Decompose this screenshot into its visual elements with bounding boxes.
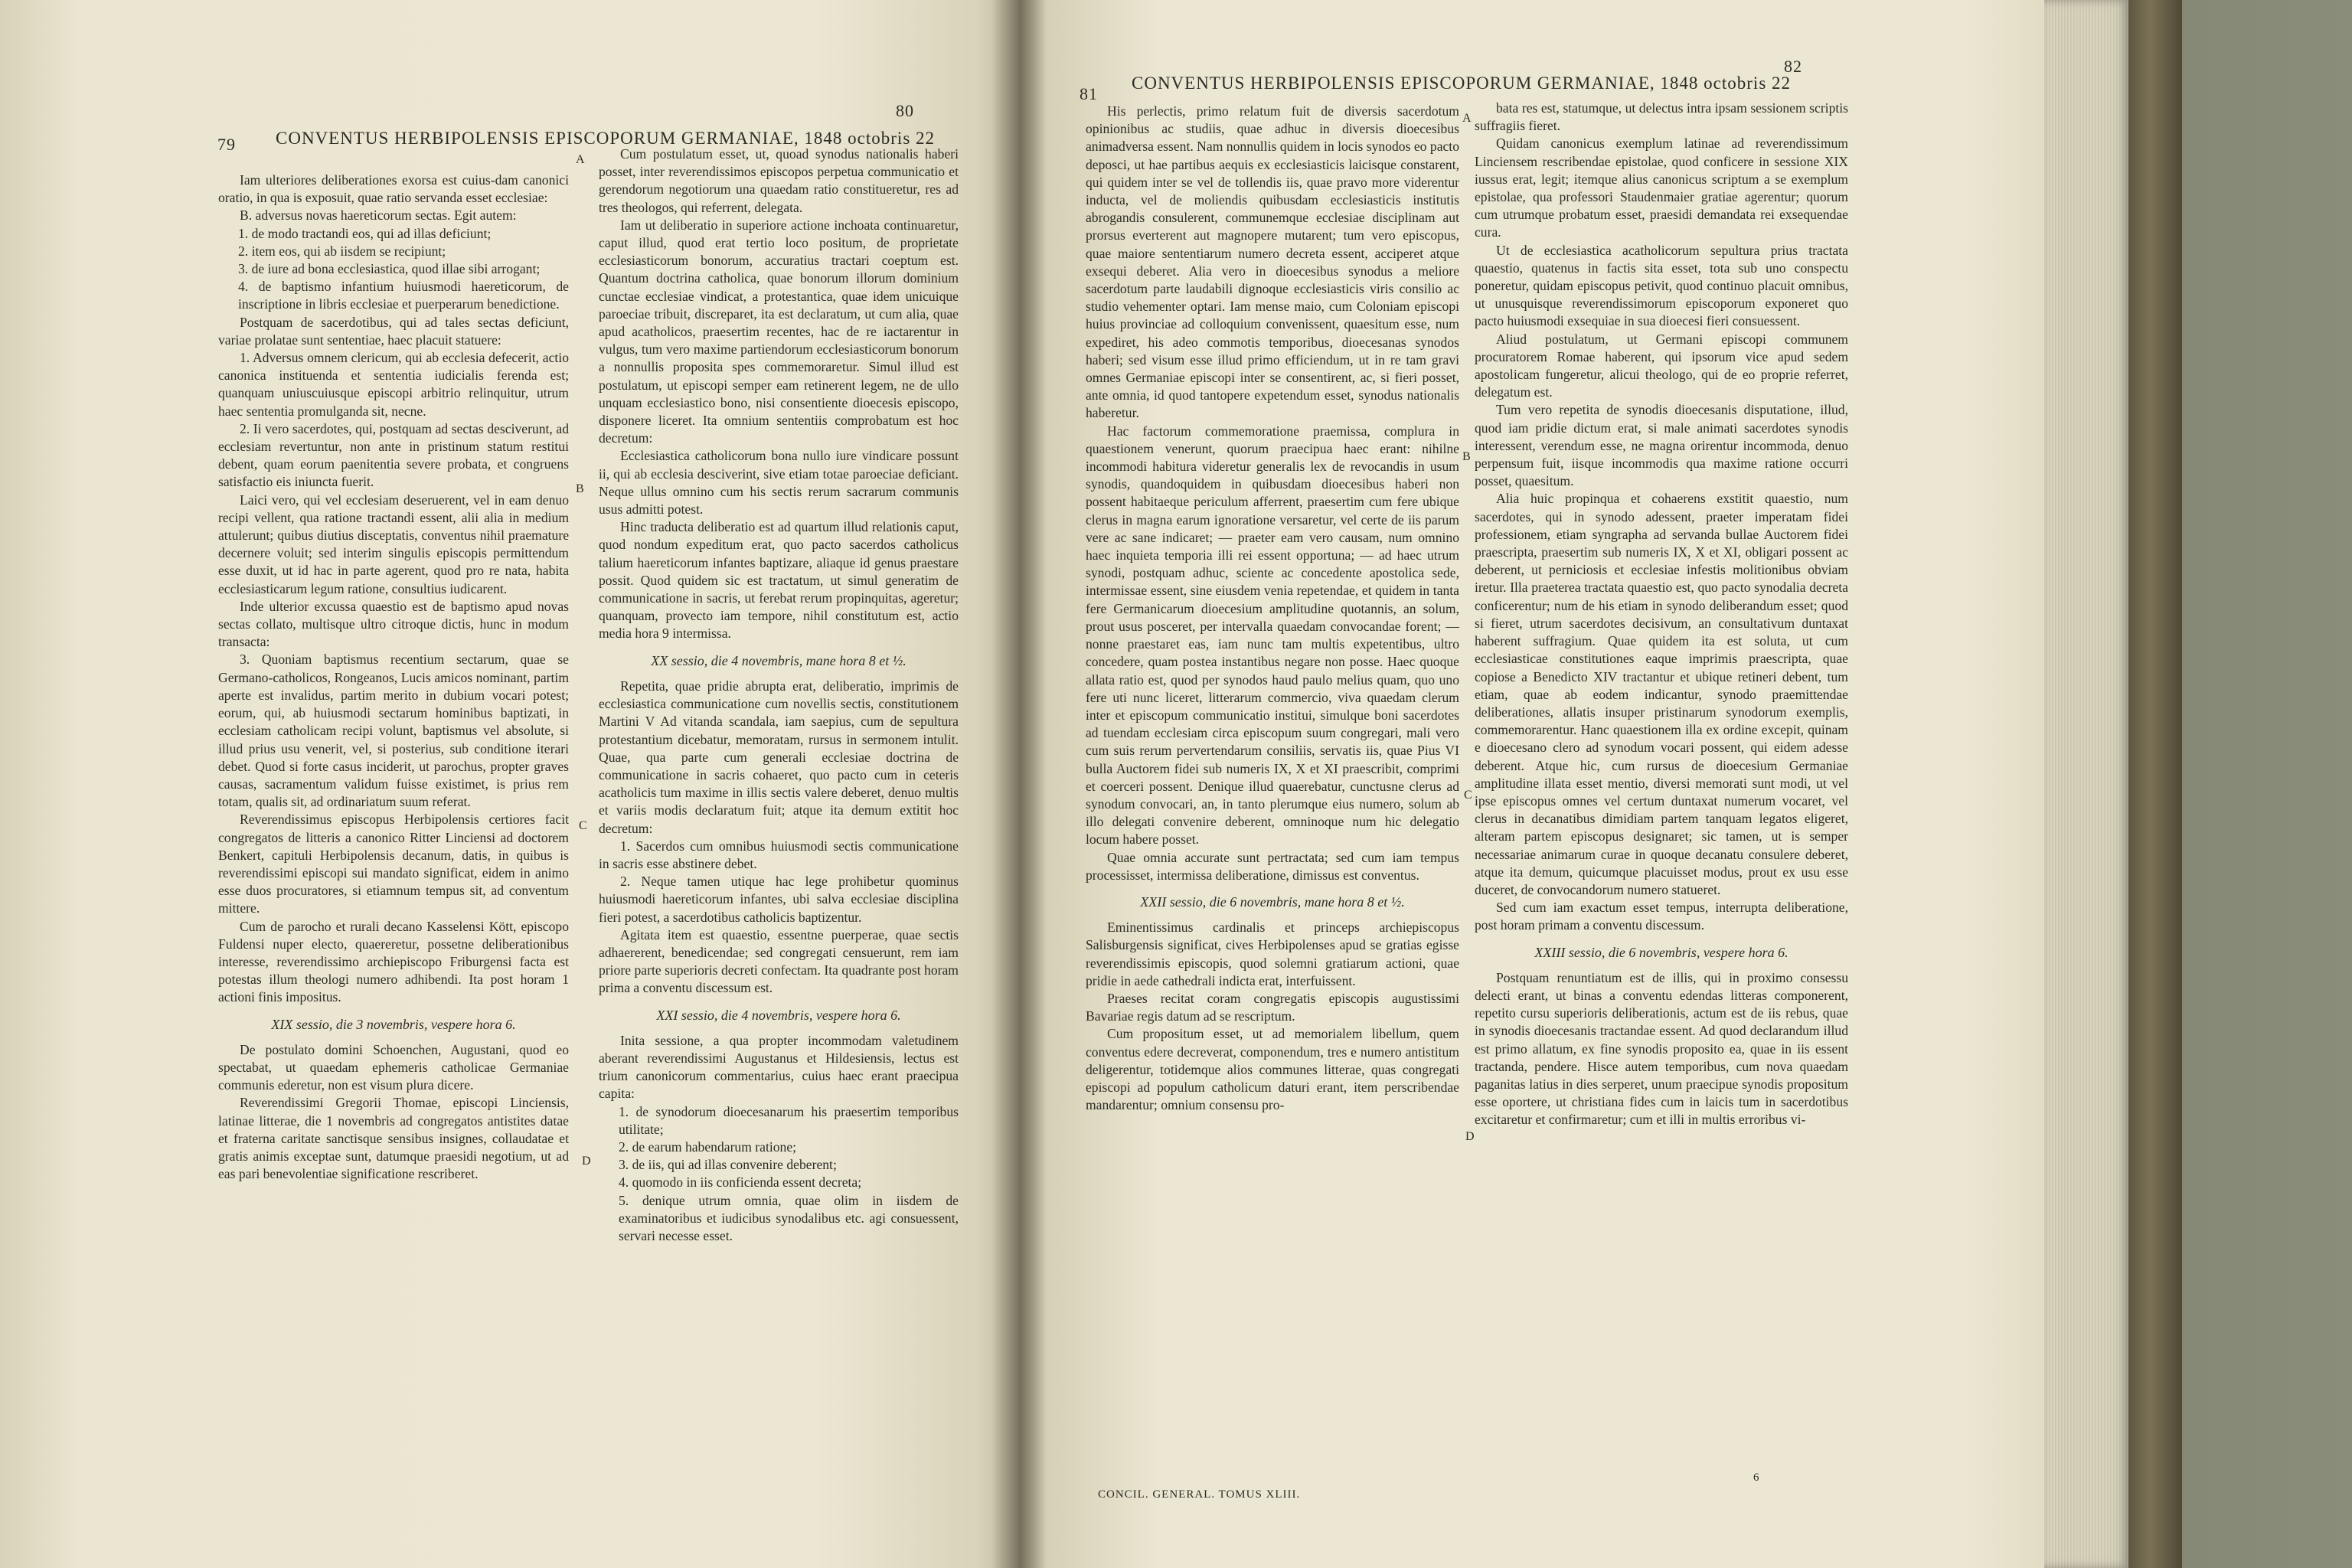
list-item: 3. de iure ad bona ecclesiastica, quod illae sibi arrogant; [238,261,541,277]
session-heading: XIX sessio, die 3 novembris, vespere hora 6. [271,1016,516,1032]
paragraph: His perlectis, primo relatum fuit de diversis sacerdotum opinionibus ac studiis, quae adhuc in diversis dioecesibus animadversa essent. Nam nonnullis quidem in locis synodos eo pacto deposci, ut hae partibus aequis ex ecclesiasticis laicisque constarent, qui quidem inter se vel de tollendis iis, quae pravo more viderentur inducta, vel de moliendis quibusdam ecclesiasticis institutis abrogandis consulerent, communemque ecclesiae disciplinam aut prorsus everterent aut magnopere mutarent; tum vero episcopus, quae maiore sententiarum numero decreta essent, acciperet atque exsequi deberet. Alia vero in dioecesibus synodus a meliore sacerdotum parte laudabili dignoque ecclesiasticis viris consilio ac studio vehementer optari. Iam mense maio, cum Coloniam episcopi huius provinciae ad colloquium convenissent, quaesitum esse, num expediret, his adeo commotis temporibus, dioecesanas synodos haberi; sed visum esse illud primo efficiendum, ut in re tam gravi omnes Germaniae episcopi inter se consentirent, ac, si fieri posset, ante omnia, id quod tantopere expetendum esset, synodus nationalis haberetur. [1086,103,1459,421]
list-item: 3. de iis, qui ad illas convenire deberent; [619,1157,837,1173]
paragraph: Hac factorum commemoratione praemissa, complura in quaestionem venerunt, quorum praecipua haec erant: nihilne incommodi habitura videretur generalis lex de revocandis in usum synodis, quandoquidem in quibusdam dioecesibus haberi non possent habitaeque periculum afferrent, praesertim cum fere ubique clerus in magna earum ignoratione versaretur, vel certe de iis parum vere ac sane indicaret; — praeter eam vero causam, num omnino haec inquieta temporia illi rei essent opportuna; — ad haec utrum synodi, postquam adhuc, sciente ac concedente apostolica sede, intermissae essent, sine eiusdem venia repetendae, et quidem in tanta fere Germanicarum dioecesium amplitudine quotannis, an solum, prout usus posceret, per intervalla quaedam convocandae forent; — nonne praestaret eas, iam nunc tam multis expetentibus, ultro concedere, quam postea instantibus negare non posse. Haec quoque allata ratio est, quod per synodos haud paulo melius quam, quo uno fere uti nunc liceret, litterarum commercio, viva quaedam clerum inter et episcopum communicatio institui, simulque boni sacerdotes ad tuendam ecclesiam circa episcopum suum congregari, mali vero cum suis rerum pervertendarum consiliis, servatis iis, quae Pius VI bulla Auctorem fidei sub numeris IX, X et XI praescribit, comprimi et coerceri possent. Denique illud quaerebatur, cunctusne clerus ad synodum convocari, an, in tanto plerumque eius numero, solum ab illo delegati convenire deberent, omninoque num hic delegatio locum habere posset. [1086,423,1459,848]
signature-mark: 6 [1753,1472,1760,1484]
session-heading: XXI sessio, die 4 novembris, vespere hora 6. [656,1007,901,1023]
left-page-number-a: 79 [217,135,236,154]
paragraph: Laici vero, qui vel ecclesiam deseruerent, vel in eam denuo recipi vellent, qua ratione tractandi essent, alii alia in medium attulerunt; quibus diutius disceptatis, conventus nihil praemature decernere voluit; sed interim singulis episcopis permittendum esse duxit, ut id hac in parte agerent, quod pro re nata, habita ecclesiasticarum legum ratione, consultius iudicarent. [218,492,569,596]
list-item: 1. de modo tractandi eos, qui ad illas deficiunt; [238,225,492,241]
list-item: 2. item eos, qui ab iisdem se recipiunt; [238,243,446,259]
paragraph: B. adversus novas haereticorum sectas. Egit autem: [240,207,517,224]
list-item: 4. de baptismo infantium huiusmodi haereticorum, de inscriptione in libris ecclesiae et puerperarum benedictione. [238,279,569,312]
paragraph: Hinc traducta deliberatio est ad quartum illud relationis caput, quod nondum expeditum erat, quo pacto sacerdos catholicus talium haereticorum infantes baptizare, aliaque id genus praestare possit. Quod quidem sic est tractatum, ut simul generatim de communicatione in sacris, ut ferebat rerum propinquitas, ageretur; quanquam, provecto iam tempore, nihil constitutum est, actio media hora 9 intermissa. [599,519,959,642]
paragraph: Inde ulterior excussa quaestio est de baptismo apud novas sectas collato, multisque ultro citroque dictis, hunc in modum transacta: [218,598,569,650]
volume-footer: CONCIL. GENERAL. TOMUS XLIII. [1098,1488,1301,1501]
margin-marker-a: A [576,153,585,166]
paragraph: Ut de ecclesiastica acatholicorum sepultura prius tractata quaestio, quatenus in factis sita esset, tota sub uno conspectu poneretur, quidam episcopus petivit, quod continuo placuit omnibus, ut unusquisque reverendissimorum episcoporum exponeret quo pacto huiusmodi exsequiae in sua dioecesi fieri consuessent. [1475,242,1848,329]
right-page [1018,0,2044,1568]
right-running-title: CONVENTUS HERBIPOLENSIS EPISCOPORUM GERMANIAE, 1848 octobris 22 [1132,74,1792,93]
paragraph: Agitata item est quaestio, essentne puerperae, quae sectis adhaererent, benedicendae; sed congregati censuerunt, rem iam priore parte superioris decreti confectam. Ita quadrante post horam prima a conventu discessum est. [599,926,959,996]
paragraph: 1. Sacerdos cum omnibus huiusmodi sectis communicatione in sacris esse abstinere debet. [599,838,959,871]
left-running-title: CONVENTUS HERBIPOLENSIS EPISCOPORUM GERMANIAE, 1848 octobris 22 [276,129,936,148]
paragraph: 2. Ii vero sacerdotes, qui, postquam ad sectas desciverunt, ad ecclesiam revertuntur, non ante in pristinum statum restitui debent, quam eorum paenitentia severe probata, et congruens satisfactio eis iniuncta fuerit. [218,420,569,490]
book-binding [2128,0,2182,1568]
left-column-1 [218,172,569,1183]
paragraph: Quidam canonicus exemplum latinae ad reverendissimum Linciensem rescribendae epistolae, quod conficere in sessione XIX iussus erat, legit; itemque alius canonicus scriptum a se exemplum epistolae, qua professori Staudenmaier gratiae agerentur; quorum cum utrumque probatum esset, praesidi demandata rei exsequendae cura. [1475,136,1848,240]
right-margin-marker-b: B [1462,450,1471,463]
paragraph: Alia huic propinqua et cohaerens exstitit quaestio, num sacerdotes, qui in synodo adessent, praeter imperatam fidei professionem, etiam syngrapha ad servanda bullae Auctorem fidei praescripta, praesertim sub numeris IX, X et XI, obligari possent ac deberent, ut perniciosis et ecclesiae infestis molitionibus obviam iretur. Illa praeterea tractata quaestio est, quo pacto synodalia decreta conficerentur; num de his etiam in synodo deliberandum esset; quod si fieret, utrum sacerdotes decisivum, an consultativum duntaxat haberent suffragium. Quae quidem ita est soluta, ut cum ecclesiasticae constitutiones eaque imprimis praescripta, quae copiose a Benedicto XIV tractantur et ubique retineri debent, tum etiam, quae ab eodem indicantur, synodo praemittendae deliberationes, allatis insuper pristinarum synodorum exemplis, commemorarentur. Hanc quaestionem illa ex ordine excepit, quinam e dioecesano clero ad synodum vocari possent, qui eidem adesse deberent. Atque hic, cum rursus de dioecesium Germaniae amplitudine illata esset mentio, diversi memorati sunt modi, ut vel ipse episcopus omnes vel certum duntaxat numerum vocaret, vel clerus in decanatibus dimidiam partem tanquam legatos eligeret, alteram partem episcopus designaret; sic tamen, ut is semper necessariae animarum curae in quoque decanatu consulere deberet, atque ita demum, quicumque placuisset modus, prout ex usu esse duceret, de convocandorum numero statueret. [1475,491,1848,897]
book-gutter [992,0,1046,1568]
paragraph: Eminentissimus cardinalis et princeps archiepiscopus Salisburgensis significat, cives Herbipolenses apud se gratias egisse reverendissimis episcopis, quod solemni gratiarum actioni, quae pridie in aede cathedrali indicta erat, interfuissent. [1086,920,1459,988]
paragraph: Praeses recitat coram congregatis episcopis augustissimi Bavariae regis datum ad se rescriptum. [1086,990,1459,1024]
left-column-2 [599,145,959,1245]
paragraph: Repetita, quae pridie abrupta erat, deliberatio, imprimis de ecclesiastica communicatione cum novellis sectis, constitutionem Martini V Ad vitanda scandala, iam saepius, cum de sepultura protestantium dicebatur, memoratam, rursus in sermonem intulit. Quae, qua parte cum generali ecclesiae doctrina de communicatione in sacris cohaeret, quo pacto cum in ceteris acatholicis tum maxime in illis sectis valere deberet, denuo multis et variis modis declaratum fuit; atque ita demum extitit hoc decretum: [599,678,959,836]
left-page-number-b: 80 [896,101,914,120]
paragraph: Tum vero repetita de synodis dioecesanis disputatione, illud, quod iam pridie dictum erat, si male animati sacerdotes synodis interessent, verendum esse, ne magna orirentur incommoda, denuo perpensum fuit, iisque incommodis qua maxime ratione occurri posset, quaesitum. [1475,402,1848,489]
paragraph: bata res est, statumque, ut delectus intra ipsam sessionem scriptis suffragiis fieret. [1475,100,1848,134]
paragraph: Reverendissimi Gregorii Thomae, episcopi Linciensis, latinae litterae, die 1 novembris ad congregatos antistites datae et fraterna caritate sanctisque sensibus insignes, collaudatae et gratis animis exceptae sunt, datumque praesidi negotium, ut ad eas pari benevolentiae significatione rescriberet. [218,1095,569,1182]
paragraph: De postulato domini Schoenchen, Augustani, quod eo spectabat, ut quaedam ephemeris catholicae Germaniae communis ederetur, non est visum plura dicere. [218,1041,569,1093]
paragraph: 1. Adversus omnem clericum, qui ab ecclesia defecerit, actio canonica instituenda et sententia iudicialis ferenda est; quanquam uniuscuiusque episcopi arbitrio relinquitur, utrum haec sententia promulganda sit, necne. [218,350,569,419]
paragraph: Inita sessione, a qua propter incommodam valetudinem aberant reverendissimi Augustanus et Hildesiensis, lectus est trium canonicorum commentarius, cuius haec erant praecipua capita: [599,1032,959,1102]
right-margin-marker-c: C [1464,789,1472,802]
paragraph: Aliud postulatum, ut Germani episcopi communem procuratorem Romae haberent, qui ipsorum vice apud sedem apostolicam fungeretur, alicui theologo, qui de eo proprie referret, delegatum est. [1475,331,1848,400]
right-page-number-a: 81 [1080,84,1098,103]
paragraph: Iam ut deliberatio in superiore actione inchoata continuaretur, caput illud, quod erat tertio loco positum, de proprietate ecclesiasticorum bonorum, accuratius tractari coeptum est. Quantum doctrina catholica, quae bonorum illorum dominium cunctae ecclesiae vindicat, a protestantica, quae idem unicuique paroeciae tribuit, discreparet, ita est declaratum, ut cum alia, quae apud acatholicos, praesertim recentes, hac de re iactarentur in vulgus, tum vero maxime partiendorum ecclesiasticorum bonorum a nonnullis proposita spes commemoraretur. Simul illud est postulatum, ut episcopi semper eam retinerent legem, ne de ullo unquam ecclesiastico bono, nisi consentiente dioecesis episcopo, disponere liceret. Ita omnium sententiis comprobatum est hoc decretum: [599,217,959,446]
right-column-2 [1475,100,1848,1129]
paragraph: Cum propositum esset, ut ad memorialem libellum, quem conventus edere decreverat, componendum, tres e numero antistitum deligerentur, totidemque alios communes litterae, quas congregati episcopi ad populum catholicum daturi erant, item perscribendae mandarentur; omnium consensu pro- [1086,1026,1459,1113]
paragraph: Cum postulatum esset, ut, quoad synodus nationalis haberi posset, inter reverendissimos episcopos perpetua communicatio et gerendorum negotiorum una quaedam ratio constitueretur, res ad tres theologos, qui referrent, delegata. [599,146,959,215]
margin-marker-c: C [579,819,587,832]
paragraph: Postquam de sacerdotibus, qui ad tales sectas deficiunt, variae prolatae sunt sententiae, haec placuit statuere: [218,314,569,348]
margin-marker-d: D [582,1155,591,1168]
list-item: 4. quomodo in iis conficienda essent decreta; [619,1174,862,1191]
list-item: 1. de synodorum dioecesanarum his praesertim temporibus utilitate; [619,1103,959,1137]
paragraph: Cum de parocho et rurali decano Kasselensi Kött, episcopo Fuldensi nuper electo, quaereretur, possetne deliberationibus interesse, reverendissimo archiepiscopo Friburgensi facta est potestas illum theologi numero adhibendi. Ita post horam 1 actioni finis impositus. [218,918,569,1005]
right-margin-marker-a: A [1462,112,1472,125]
paragraph: Ecclesiastica catholicorum bona nullo iure vindicare possunt ii, qui ab ecclesia desciverint, sive etiam totae paroeciae deficiant. Neque ullus omnino cum his sectis rerum sacrarum communis usus admitti potest. [599,448,959,518]
paragraph: Quae omnia accurate sunt pertractata; sed cum iam tempus processisset, intermissa deliberatione, dimissus est conventus. [1086,849,1459,883]
paragraph: Postquam renuntiatum est de illis, qui in proximo consessu delecti erant, ut binas a conventu edendas litteras componerent, repetito cursu superioris deliberationis, actum est de iis rebus, quae in synodis dioecesanis tractandae essent. Ad quod declarandum illud est primo allatum, ex fine synodis proposito ea, quae in iis essent tractanda, pendere. Hisce autem temporibus, cum nova quaedam paganitas latius in dies serperet, unum praecipue synodis propositum esse oportere, ut christiana fides cum in laicis tum in sacerdotibus excitaretur et confirmaretur; cum et illi in multis erroribus vi- [1475,969,1848,1128]
left-page [0,0,1018,1568]
session-heading: XX sessio, die 4 novembris, mane hora 8 et ½. [651,652,906,668]
page-edges [2044,0,2128,1568]
paragraph: Iam ulteriores deliberationes exorsa est cuius-dam canonici oratio, in qua is exposuit, quae ratio servanda esset ecclesiae: [218,172,569,206]
paragraph: 2. Neque tamen utique hac lege prohibetur quominus huiusmodi haereticorum infantes, ubi salva ecclesiae disciplina fieri potest, a sacerdotibus catholicis baptizentur. [599,874,959,925]
right-page-number-b: 82 [1784,57,1802,76]
session-heading: XXII sessio, die 6 novembris, mane hora 8 et ½. [1140,893,1405,910]
margin-marker-b: B [576,482,584,495]
right-margin-marker-d: D [1465,1130,1475,1143]
list-item: 5. denique utrum omnia, quae olim in iisdem de examinatoribus et iudicibus synodalibus etc. agi consuessent, servari necesse esset. [619,1192,959,1243]
session-heading: XXIII sessio, die 6 novembris, vespere hora 6. [1534,944,1788,960]
paragraph: Reverendissimus episcopus Herbipolensis certiores facit congregatos de litteris a canonico Ritter Linciensi ad doctorem Benkert, capituli Herbipolensis decanum, datis, in quibus is reverendissimi episcopi sui mandato significat, eidem in animo esse duos procuratores, si etiamnum tempus sit, ad conventum mittere. [218,812,569,916]
right-column-1 [1086,103,1459,1114]
list-item: 2. de earum habendarum ratione; [619,1138,797,1155]
paragraph: 3. Quoniam baptismus recentium sectarum, quae se Germano-catholicos, Rongeanos, Lucis amicos nominant, partim aperte est invalidus, partim merito in dubium vocari potest; eorum, qui, ab huiusmodi sectarum hominibus baptizati, in ecclesiam catholicam recipi volunt, baptismus vel absolute, si illud prius usu venerit, vel, si posterius, sub conditione iterari debet. Quod si forte casus inciderit, ut parochus, propter graves causas, sacramentum validum fuisse existimet, is prius rem totam, qualis sit, ad ordinariatum suum referat. [218,652,569,810]
paragraph: Sed cum iam exactum esset tempus, interrupta deliberatione, post horam primam a conventu discessum. [1475,900,1848,933]
